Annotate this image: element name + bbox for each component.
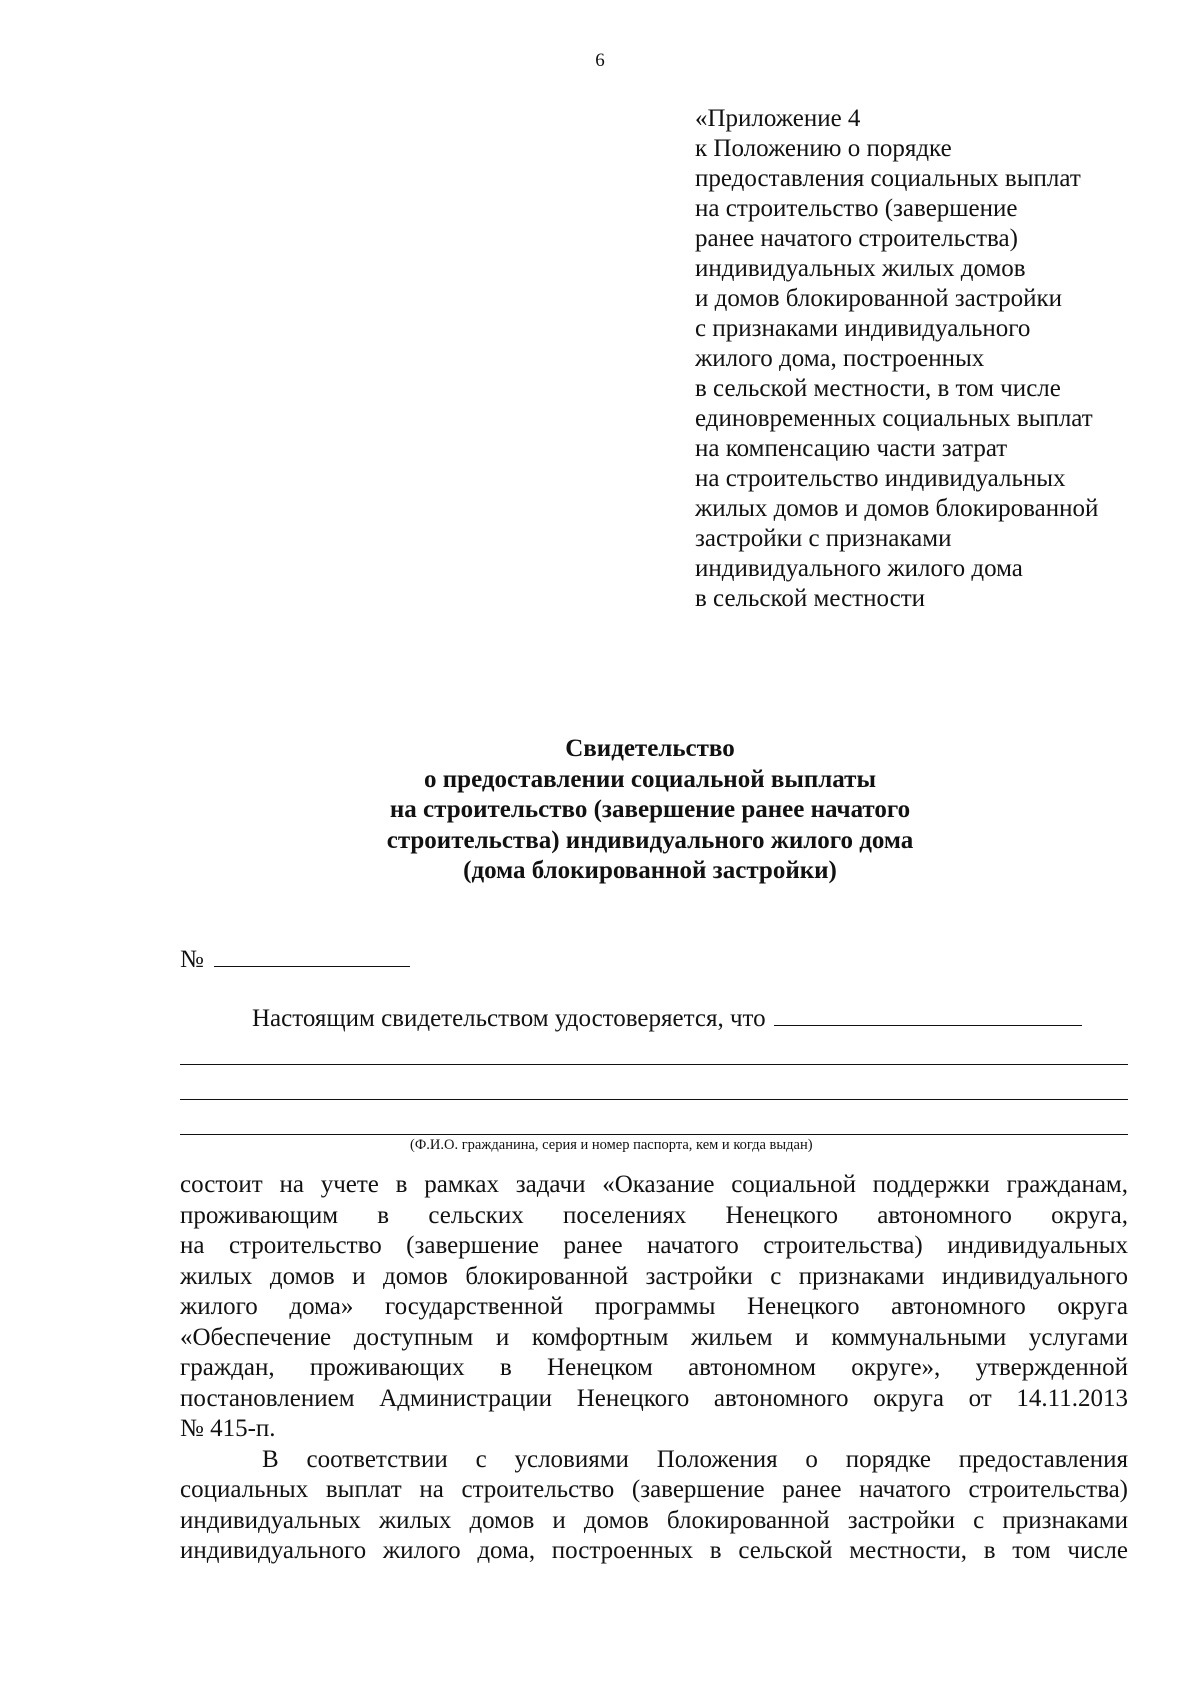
- body-line: № 415-п.: [180, 1415, 276, 1442]
- body-line: на строительство (завершение ранее начатого строительства) индивидуальных: [180, 1232, 1128, 1259]
- appendix-line: индивидуальных жилых домов: [695, 255, 1026, 282]
- page-number: 6: [595, 50, 605, 71]
- body-line: «Обеспечение доступным и комфортным жильем и коммунальными услугами: [180, 1323, 1128, 1351]
- number-label: №: [180, 946, 204, 973]
- title-line: о предоставлении социальной выплаты: [424, 765, 876, 793]
- body-line: состоит на учете в рамках задачи «Оказание социальной поддержки гражданам,: [180, 1171, 1128, 1198]
- appendix-line: жилого дома, построенных: [695, 345, 985, 372]
- certify-row: [252, 1004, 1082, 1034]
- appendix-line: «Приложение 4: [695, 105, 861, 132]
- appendix-line: и домов блокированной застройки: [695, 285, 1063, 312]
- citizen-details-line-3[interactable]: [180, 1134, 1128, 1135]
- body-line: граждан, проживающих в Ненецком автономном округе», утвержденной: [180, 1354, 1128, 1381]
- body-line: проживающим в сельских поселениях Ненецкого автономного округа,: [180, 1201, 1128, 1229]
- appendix-line: на строительство (завершение: [695, 195, 1018, 222]
- appendix-line: к Положению о порядке: [695, 135, 952, 162]
- body-line: индивидуального жилого дома, построенных в сельской местности, в том числе: [180, 1537, 1128, 1564]
- title-line: Свидетельство: [565, 735, 735, 762]
- appendix-line: в сельской местности, в том числе: [695, 375, 1061, 402]
- appendix-line: единовременных социальных выплат: [695, 405, 1093, 432]
- appendix-line: на строительство индивидуальных: [695, 465, 1066, 492]
- appendix-header: [695, 104, 1175, 614]
- appendix-line: ранее начатого строительства): [695, 225, 1018, 252]
- body-line: жилого дома» государственной программы Ненецкого автономного округа: [180, 1293, 1128, 1320]
- certificate-number-row: [180, 945, 410, 975]
- certify-text: Настоящим свидетельством удостоверяется, что: [252, 1005, 766, 1032]
- citizen-details-line-2[interactable]: [180, 1099, 1128, 1100]
- certificate-number-field[interactable]: [214, 965, 410, 967]
- body-line: социальных выплат на строительство (завершение ранее начатого строительства): [180, 1476, 1128, 1503]
- appendix-line: с признаками индивидуального: [695, 315, 1031, 342]
- appendix-line: предоставления социальных выплат: [695, 165, 1081, 192]
- appendix-line: жилых домов и домов блокированной: [695, 495, 1099, 522]
- body-line: В соответствии с условиями Положения о порядке предоставления: [262, 1445, 1128, 1473]
- title-line: на строительство (завершение ранее начатого: [389, 796, 911, 823]
- citizen-details-line-1[interactable]: [180, 1064, 1128, 1065]
- title-line: строительства) индивидуального жилого дома: [386, 826, 914, 854]
- appendix-line: застройки с признаками: [695, 525, 952, 552]
- title-line: (дома блокированной застройки): [463, 857, 837, 884]
- field-hint: (Ф.И.О. гражданина, серия и номер паспорта, кем и когда выдан): [410, 1137, 813, 1153]
- body-line: жилых домов и домов блокированной застройки с признаками индивидуального: [180, 1262, 1128, 1290]
- appendix-line: индивидуального жилого дома: [695, 555, 1023, 582]
- body-line: постановлением Администрации Ненецкого автономного округа от 14.11.2013: [180, 1384, 1128, 1412]
- citizen-name-field[interactable]: [774, 1024, 1082, 1026]
- body-line: индивидуальных жилых домов и домов блокированной застройки с признаками: [180, 1506, 1128, 1534]
- appendix-line: на компенсацию части затрат: [695, 435, 1008, 462]
- body-paragraphs: [180, 1170, 1128, 1567]
- document-title: [0, 734, 1200, 887]
- appendix-line: в сельской местности: [695, 585, 925, 612]
